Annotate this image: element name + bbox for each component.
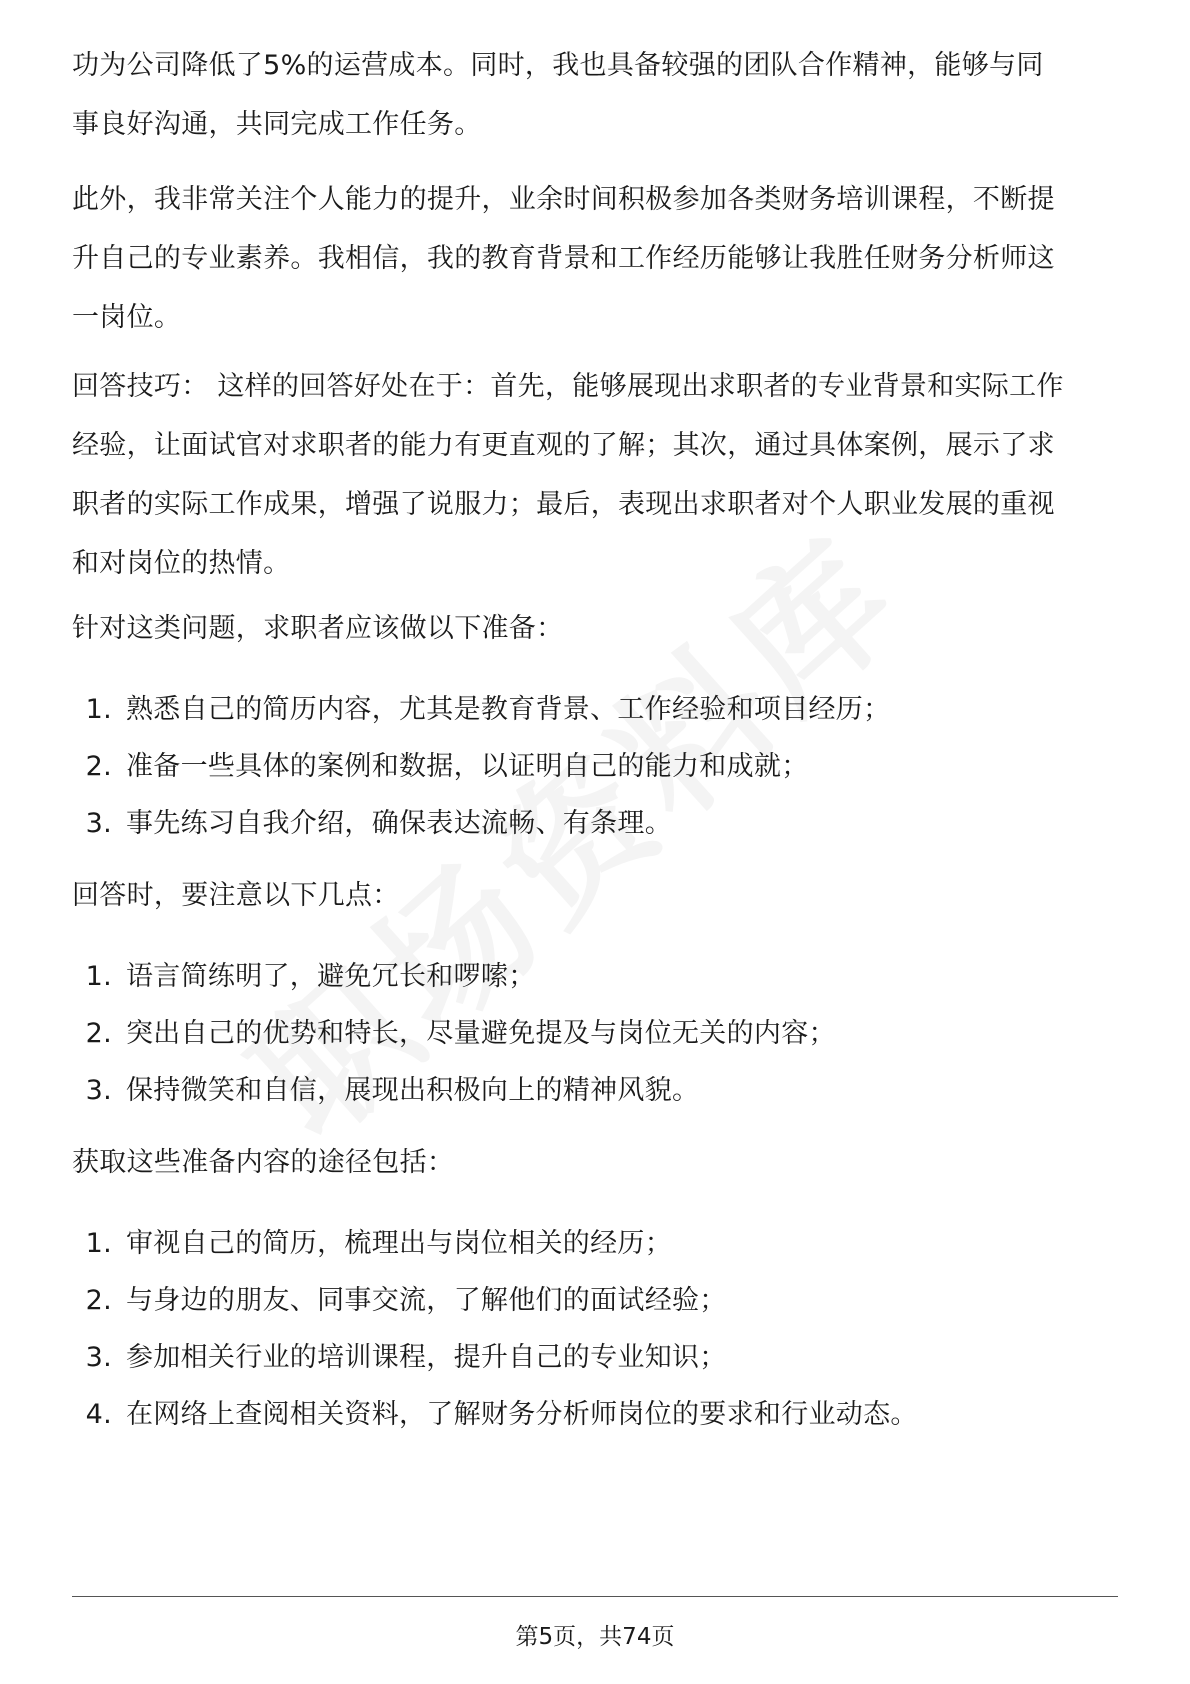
- list-item: [72, 795, 1118, 852]
- paragraph-answer-tips: [72, 357, 1118, 593]
- list-number: 2.: [85, 1285, 112, 1316]
- list-text: 保持微笑和自信，展现出积极向上的精神风貌。: [126, 1075, 700, 1106]
- text-line: 经验，让面试官对求职者的能力有更直观的了解；其次，通过具体案例，展示了求: [72, 430, 1055, 461]
- page-number: 第5页，共74页: [515, 1624, 675, 1650]
- text-line: 获取这些准备内容的途径包括：: [72, 1147, 455, 1178]
- list-number: 4.: [85, 1399, 112, 1430]
- list-item: [72, 1329, 1118, 1386]
- list-item: [72, 1215, 1118, 1272]
- list-item: [72, 948, 1118, 1005]
- list-item: [72, 738, 1118, 795]
- preparation-list: [72, 681, 1118, 852]
- text-line: 职者的实际工作成果，增强了说服力；最后，表现出求职者对个人职业发展的重视: [72, 489, 1055, 520]
- list-text: 事先练习自我介绍，确保表达流畅、有条理。: [126, 808, 672, 839]
- list-item: [72, 1272, 1118, 1329]
- sources-list: [72, 1215, 1118, 1443]
- list-number: 3.: [85, 1342, 112, 1373]
- list-text: 参加相关行业的培训课程，提升自己的专业知识；: [126, 1342, 727, 1373]
- paragraph-self-improvement: [72, 170, 1118, 347]
- list-item: [72, 1386, 1118, 1443]
- text-line: 回答时，要注意以下几点：: [72, 880, 400, 911]
- text-line: 功为公司降低了5%的运营成本。同时，我也具备较强的团队合作精神，能够与同: [72, 50, 1044, 81]
- text-line: 针对这类问题，求职者应该做以下准备：: [72, 613, 564, 644]
- list-item: [72, 681, 1118, 738]
- paragraph-preparation-intro: [72, 599, 1118, 658]
- paragraph-sources-intro: [72, 1133, 1118, 1192]
- list-text: 突出自己的优势和特长，尽量避免提及与岗位无关的内容；: [126, 1018, 836, 1049]
- list-item: [72, 1062, 1118, 1119]
- list-text: 审视自己的简历，梳理出与岗位相关的经历；: [126, 1228, 672, 1259]
- footer-divider: [72, 1596, 1118, 1597]
- list-number: 3.: [85, 808, 112, 839]
- text-line: 事良好沟通，共同完成工作任务。: [72, 109, 482, 140]
- list-text: 与身边的朋友、同事交流，了解他们的面试经验；: [126, 1285, 727, 1316]
- list-number: 2.: [85, 1018, 112, 1049]
- list-text: 熟悉自己的简历内容，尤其是教育背景、工作经验和项目经历；: [126, 694, 891, 725]
- list-text: 准备一些具体的案例和数据，以证明自己的能力和成就；: [126, 751, 809, 782]
- text-line: 和对岗位的热情。: [72, 548, 291, 579]
- list-text: 语言简练明了，避免冗长和啰嗦；: [126, 961, 536, 992]
- list-number: 1.: [85, 1228, 112, 1259]
- list-number: 2.: [85, 751, 112, 782]
- list-number: 1.: [85, 694, 112, 725]
- list-item: [72, 1005, 1118, 1062]
- list-number: 3.: [85, 1075, 112, 1106]
- paragraph-attention-intro: [72, 866, 1118, 925]
- paragraph-achievement: [72, 36, 1118, 154]
- text-line: 一岗位。: [72, 302, 182, 333]
- text-line: 此外，我非常关注个人能力的提升，业余时间积极参加各类财务培训课程，不断提: [72, 184, 1055, 215]
- text-line: 回答技巧： 这样的回答好处在于：首先，能够展现出求职者的专业背景和实际工作: [72, 371, 1064, 402]
- list-text: 在网络上查阅相关资料，了解财务分析师岗位的要求和行业动态。: [126, 1399, 918, 1430]
- attention-list: [72, 948, 1118, 1119]
- text-line: 升自己的专业素养。我相信，我的教育背景和工作经历能够让我胜任财务分析师这: [72, 243, 1055, 274]
- list-number: 1.: [85, 961, 112, 992]
